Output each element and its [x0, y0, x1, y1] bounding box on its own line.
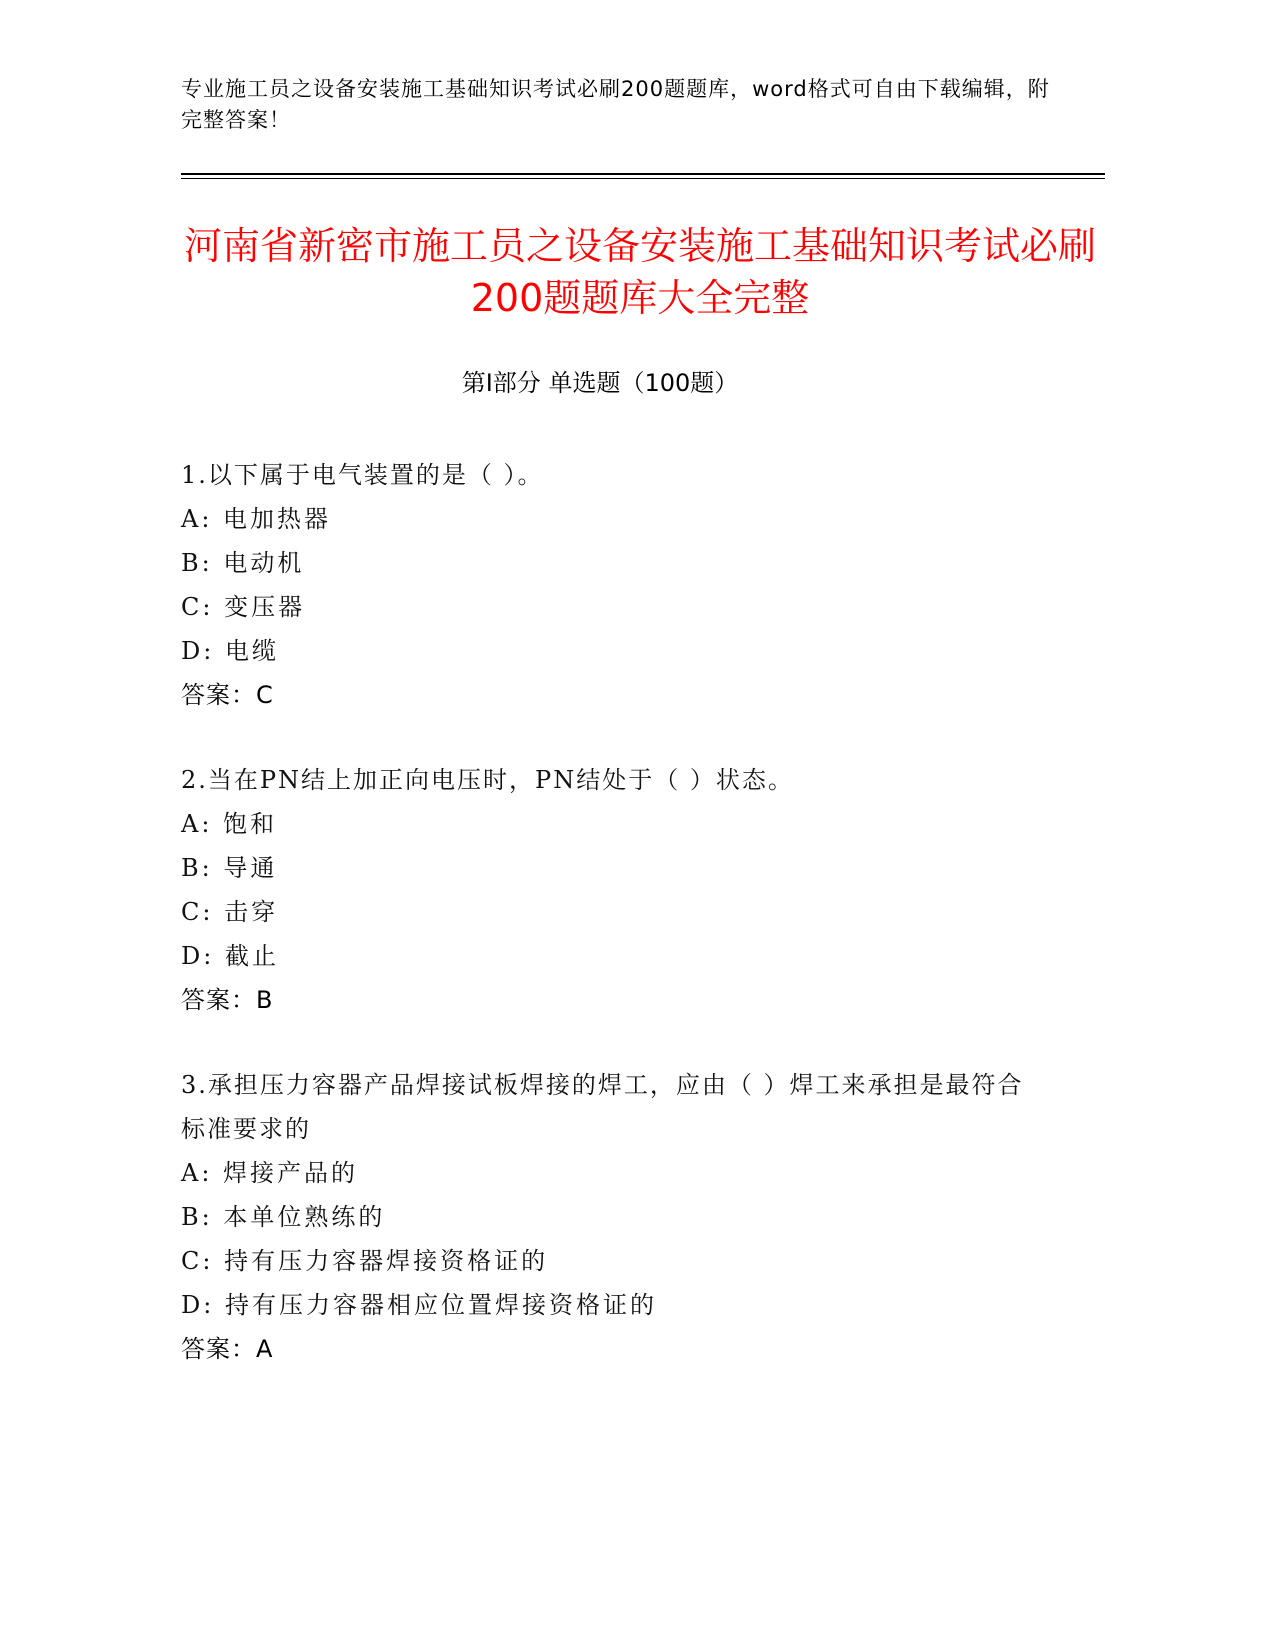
- option-d: D: 截止: [181, 942, 279, 970]
- option-a: A: 焊接产品的: [181, 1159, 359, 1187]
- question-stem: 2.当在PN结上加正向电压时，PN结处于（ ）状态。: [181, 766, 794, 794]
- option-d: D: 电缆: [181, 637, 279, 665]
- header-rule-thick: [181, 173, 1105, 175]
- option-a: A: 饱和: [181, 810, 278, 838]
- document-title: 河南省新密市施工员之设备安装施工基础知识考试必刷200题题库大全完整: [183, 224, 1096, 320]
- answer: 答案：B: [181, 986, 274, 1014]
- option-c: C: 变压器: [181, 593, 306, 621]
- question-1: [181, 453, 1061, 717]
- header-note: 专业施工员之设备安装施工基础知识考试必刷200题题库，word格式可自由下载编辑，附完整答案！: [181, 77, 1050, 132]
- option-b: B: 电动机: [181, 549, 305, 577]
- answer: 答案：A: [181, 1335, 274, 1363]
- option-d: D: 持有压力容器相应位置焊接资格证的: [181, 1291, 657, 1319]
- question-stem: 3.承担压力容器产品焊接试板焊接的焊工，应由（ ）焊工来承担是最符合标准要求的: [181, 1071, 1024, 1143]
- option-b: B: 本单位熟练的: [181, 1203, 386, 1231]
- option-c: C: 持有压力容器焊接资格证的: [181, 1247, 549, 1275]
- answer: 答案：C: [181, 681, 274, 709]
- section-heading: 第I部分 单选题（100题）: [461, 369, 739, 397]
- option-b: B: 导通: [181, 854, 278, 882]
- question-3: [181, 1063, 1041, 1371]
- question-stem: 1.以下属于电气装置的是（ ）。: [181, 461, 544, 489]
- header-rule-thin: [181, 178, 1105, 179]
- question-2: [181, 758, 1061, 1022]
- option-a: A: 电加热器: [181, 505, 332, 533]
- option-c: C: 击穿: [181, 898, 279, 926]
